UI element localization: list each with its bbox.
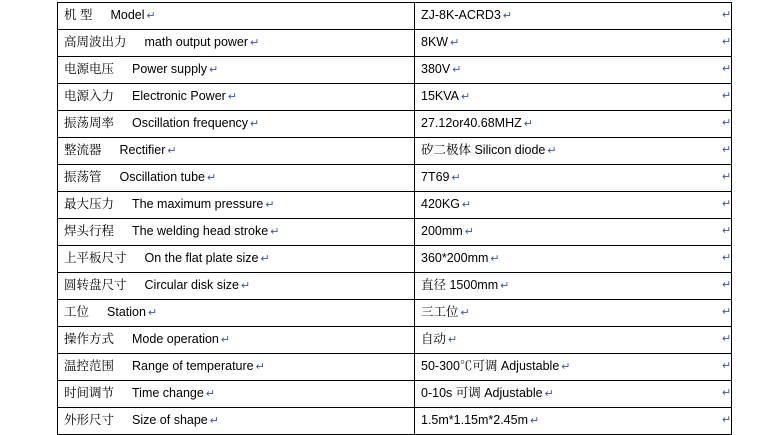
table-row [58, 300, 732, 327]
paragraph-mark-icon: ↵ [448, 334, 458, 346]
label-english: Mode operation [132, 332, 219, 346]
paragraph-mark-icon: ↵ [547, 145, 557, 157]
row-value-cell [415, 327, 732, 354]
row-value-cell [415, 192, 732, 219]
paragraph-mark-icon: ↵ [544, 388, 554, 400]
row-value-cell [415, 138, 732, 165]
row-label-cell [58, 84, 415, 111]
label-english: The welding head stroke [132, 224, 269, 238]
paragraph-mark-icon: ↵ [240, 280, 251, 292]
paragraph-mark-icon: ↵ [722, 9, 732, 21]
value-text: 380V [421, 62, 451, 76]
paragraph-mark-icon: ↵ [450, 37, 460, 49]
label-english: Station [107, 305, 146, 319]
paragraph-mark-icon: ↵ [206, 172, 217, 184]
value-text: 50-300℃可调 Adjustable [421, 359, 560, 373]
row-label-cell [58, 219, 415, 246]
row-label-cell [58, 381, 415, 408]
label-chinese: 振荡管 [64, 170, 102, 184]
label-chinese: 操作方式 [64, 332, 115, 346]
label-english: Power supply [132, 62, 208, 76]
value-text: 7T69 [421, 170, 450, 184]
paragraph-mark-icon: ↵ [461, 199, 472, 211]
row-label-cell [58, 327, 415, 354]
row-value-cell [415, 57, 732, 84]
paragraph-mark-icon: ↵ [722, 63, 732, 75]
paragraph-mark-icon: ↵ [452, 64, 462, 76]
value-text: 15KVA [421, 89, 459, 103]
spec-table-wrapper [57, 2, 717, 435]
table-row [58, 246, 732, 273]
paragraph-mark-icon: ↵ [209, 415, 219, 427]
specification-table [57, 2, 732, 435]
value-text: 360*200mm [421, 251, 489, 265]
label-english: On the flat plate size [144, 251, 259, 265]
outside-paragraph-marks [722, 2, 762, 434]
row-label-cell [58, 57, 415, 84]
paragraph-mark-icon: ↵ [722, 414, 732, 426]
table-row [58, 84, 732, 111]
paragraph-mark-icon: ↵ [205, 388, 216, 400]
label-english: Oscillation tube [119, 170, 205, 184]
paragraph-mark-icon: ↵ [722, 279, 732, 291]
paragraph-mark-icon: ↵ [250, 37, 260, 49]
label-english: math output power [144, 35, 249, 49]
label-chinese: 工位 [64, 305, 90, 319]
paragraph-mark-icon: ↵ [502, 10, 513, 22]
paragraph-mark-icon: ↵ [722, 306, 732, 318]
label-english: Model [110, 8, 145, 22]
value-text: 8KW [421, 35, 449, 49]
table-row [58, 138, 732, 165]
table-row [58, 219, 732, 246]
table-row [58, 30, 732, 57]
label-english: Time change [132, 386, 204, 400]
label-english: Range of temperature [132, 359, 254, 373]
value-text: ZJ-8K-ACRD3 [421, 8, 501, 22]
row-label-cell [58, 300, 415, 327]
label-chinese: 机 型 [64, 8, 93, 22]
table-row [58, 57, 732, 84]
paragraph-mark-icon: ↵ [461, 91, 471, 103]
label-english: Size of shape [132, 413, 208, 427]
label-chinese: 最大压力 [64, 197, 115, 211]
row-value-cell [415, 273, 732, 300]
row-label-cell [58, 273, 415, 300]
value-text: 1.5m*1.15m*2.45m [421, 413, 529, 427]
table-row [58, 408, 732, 435]
paragraph-mark-icon: ↵ [490, 253, 500, 265]
paragraph-mark-icon: ↵ [255, 361, 265, 373]
row-value-cell [415, 246, 732, 273]
paragraph-mark-icon: ↵ [209, 64, 219, 76]
paragraph-mark-icon: ↵ [147, 307, 158, 319]
paragraph-mark-icon: ↵ [722, 225, 732, 237]
row-label-cell [58, 246, 415, 273]
table-row [58, 165, 732, 192]
label-chinese: 外形尺寸 [64, 413, 115, 427]
label-english: Electronic Power [132, 89, 226, 103]
table-row [58, 273, 732, 300]
paragraph-mark-icon: ↵ [523, 118, 533, 130]
table-row [58, 192, 732, 219]
label-chinese: 电源入力 [64, 89, 115, 103]
row-label-cell [58, 30, 415, 57]
paragraph-mark-icon: ↵ [561, 361, 571, 373]
row-label-cell [58, 165, 415, 192]
paragraph-mark-icon: ↵ [250, 118, 260, 130]
paragraph-mark-icon: ↵ [464, 226, 474, 238]
label-chinese: 整流器 [64, 143, 102, 157]
row-value-cell [415, 165, 732, 192]
row-value-cell [415, 111, 732, 138]
label-english: Oscillation frequency [132, 116, 249, 130]
paragraph-mark-icon: ↵ [722, 171, 732, 183]
label-chinese: 圆转盘尺寸 [64, 278, 127, 292]
paragraph-mark-icon: ↵ [146, 10, 156, 22]
paragraph-mark-icon: ↵ [265, 199, 275, 211]
value-text: 420KG [421, 197, 460, 211]
paragraph-mark-icon: ↵ [530, 415, 540, 427]
row-label-cell [58, 192, 415, 219]
paragraph-mark-icon: ↵ [722, 144, 732, 156]
paragraph-mark-icon: ↵ [500, 280, 510, 292]
paragraph-mark-icon: ↵ [167, 145, 177, 157]
paragraph-mark-icon: ↵ [722, 360, 732, 372]
row-label-cell [58, 111, 415, 138]
row-label-cell [58, 354, 415, 381]
label-chinese: 电源电压 [64, 62, 115, 76]
value-text: 直径 1500mm [421, 278, 499, 292]
value-text: 三工位 [421, 305, 459, 319]
value-text: 27.12or40.68MHZ [421, 116, 522, 130]
row-value-cell [415, 354, 732, 381]
label-english: Rectifier [119, 143, 166, 157]
value-text: 自动 [421, 332, 447, 346]
value-text: 0-10s 可调 Adjustable [421, 386, 543, 400]
paragraph-mark-icon: ↵ [722, 90, 732, 102]
value-text: 200mm [421, 224, 463, 238]
label-chinese: 温控范围 [64, 359, 115, 373]
paragraph-mark-icon: ↵ [270, 226, 280, 238]
paragraph-mark-icon: ↵ [227, 91, 238, 103]
table-row [58, 111, 732, 138]
paragraph-mark-icon: ↵ [722, 117, 732, 129]
paragraph-mark-icon: ↵ [722, 198, 732, 210]
label-english: The maximum pressure [132, 197, 264, 211]
label-chinese: 焊头行程 [64, 224, 115, 238]
row-label-cell [58, 138, 415, 165]
label-english: Circular disk size [144, 278, 239, 292]
row-label-cell [58, 3, 415, 30]
row-value-cell [415, 381, 732, 408]
table-row [58, 381, 732, 408]
paragraph-mark-icon: ↵ [260, 253, 270, 265]
row-value-cell [415, 3, 732, 30]
paragraph-mark-icon: ↵ [220, 334, 231, 346]
label-chinese: 高周波出力 [64, 35, 127, 49]
paragraph-mark-icon: ↵ [722, 36, 732, 48]
row-value-cell [415, 84, 732, 111]
table-row [58, 327, 732, 354]
label-chinese: 时间调节 [64, 386, 115, 400]
paragraph-mark-icon: ↵ [722, 252, 732, 264]
table-row [58, 3, 732, 30]
value-text: 矽二极体 Silicon diode [421, 143, 546, 157]
row-value-cell [415, 408, 732, 435]
paragraph-mark-icon: ↵ [451, 172, 461, 184]
label-chinese: 上平板尺寸 [64, 251, 127, 265]
table-row [58, 354, 732, 381]
paragraph-mark-icon: ↵ [722, 387, 732, 399]
row-value-cell [415, 219, 732, 246]
paragraph-mark-icon: ↵ [722, 333, 732, 345]
row-label-cell [58, 408, 415, 435]
row-value-cell [415, 300, 732, 327]
row-value-cell [415, 30, 732, 57]
paragraph-mark-icon: ↵ [460, 307, 470, 319]
label-chinese: 振荡周率 [64, 116, 115, 130]
table-body [58, 3, 732, 435]
